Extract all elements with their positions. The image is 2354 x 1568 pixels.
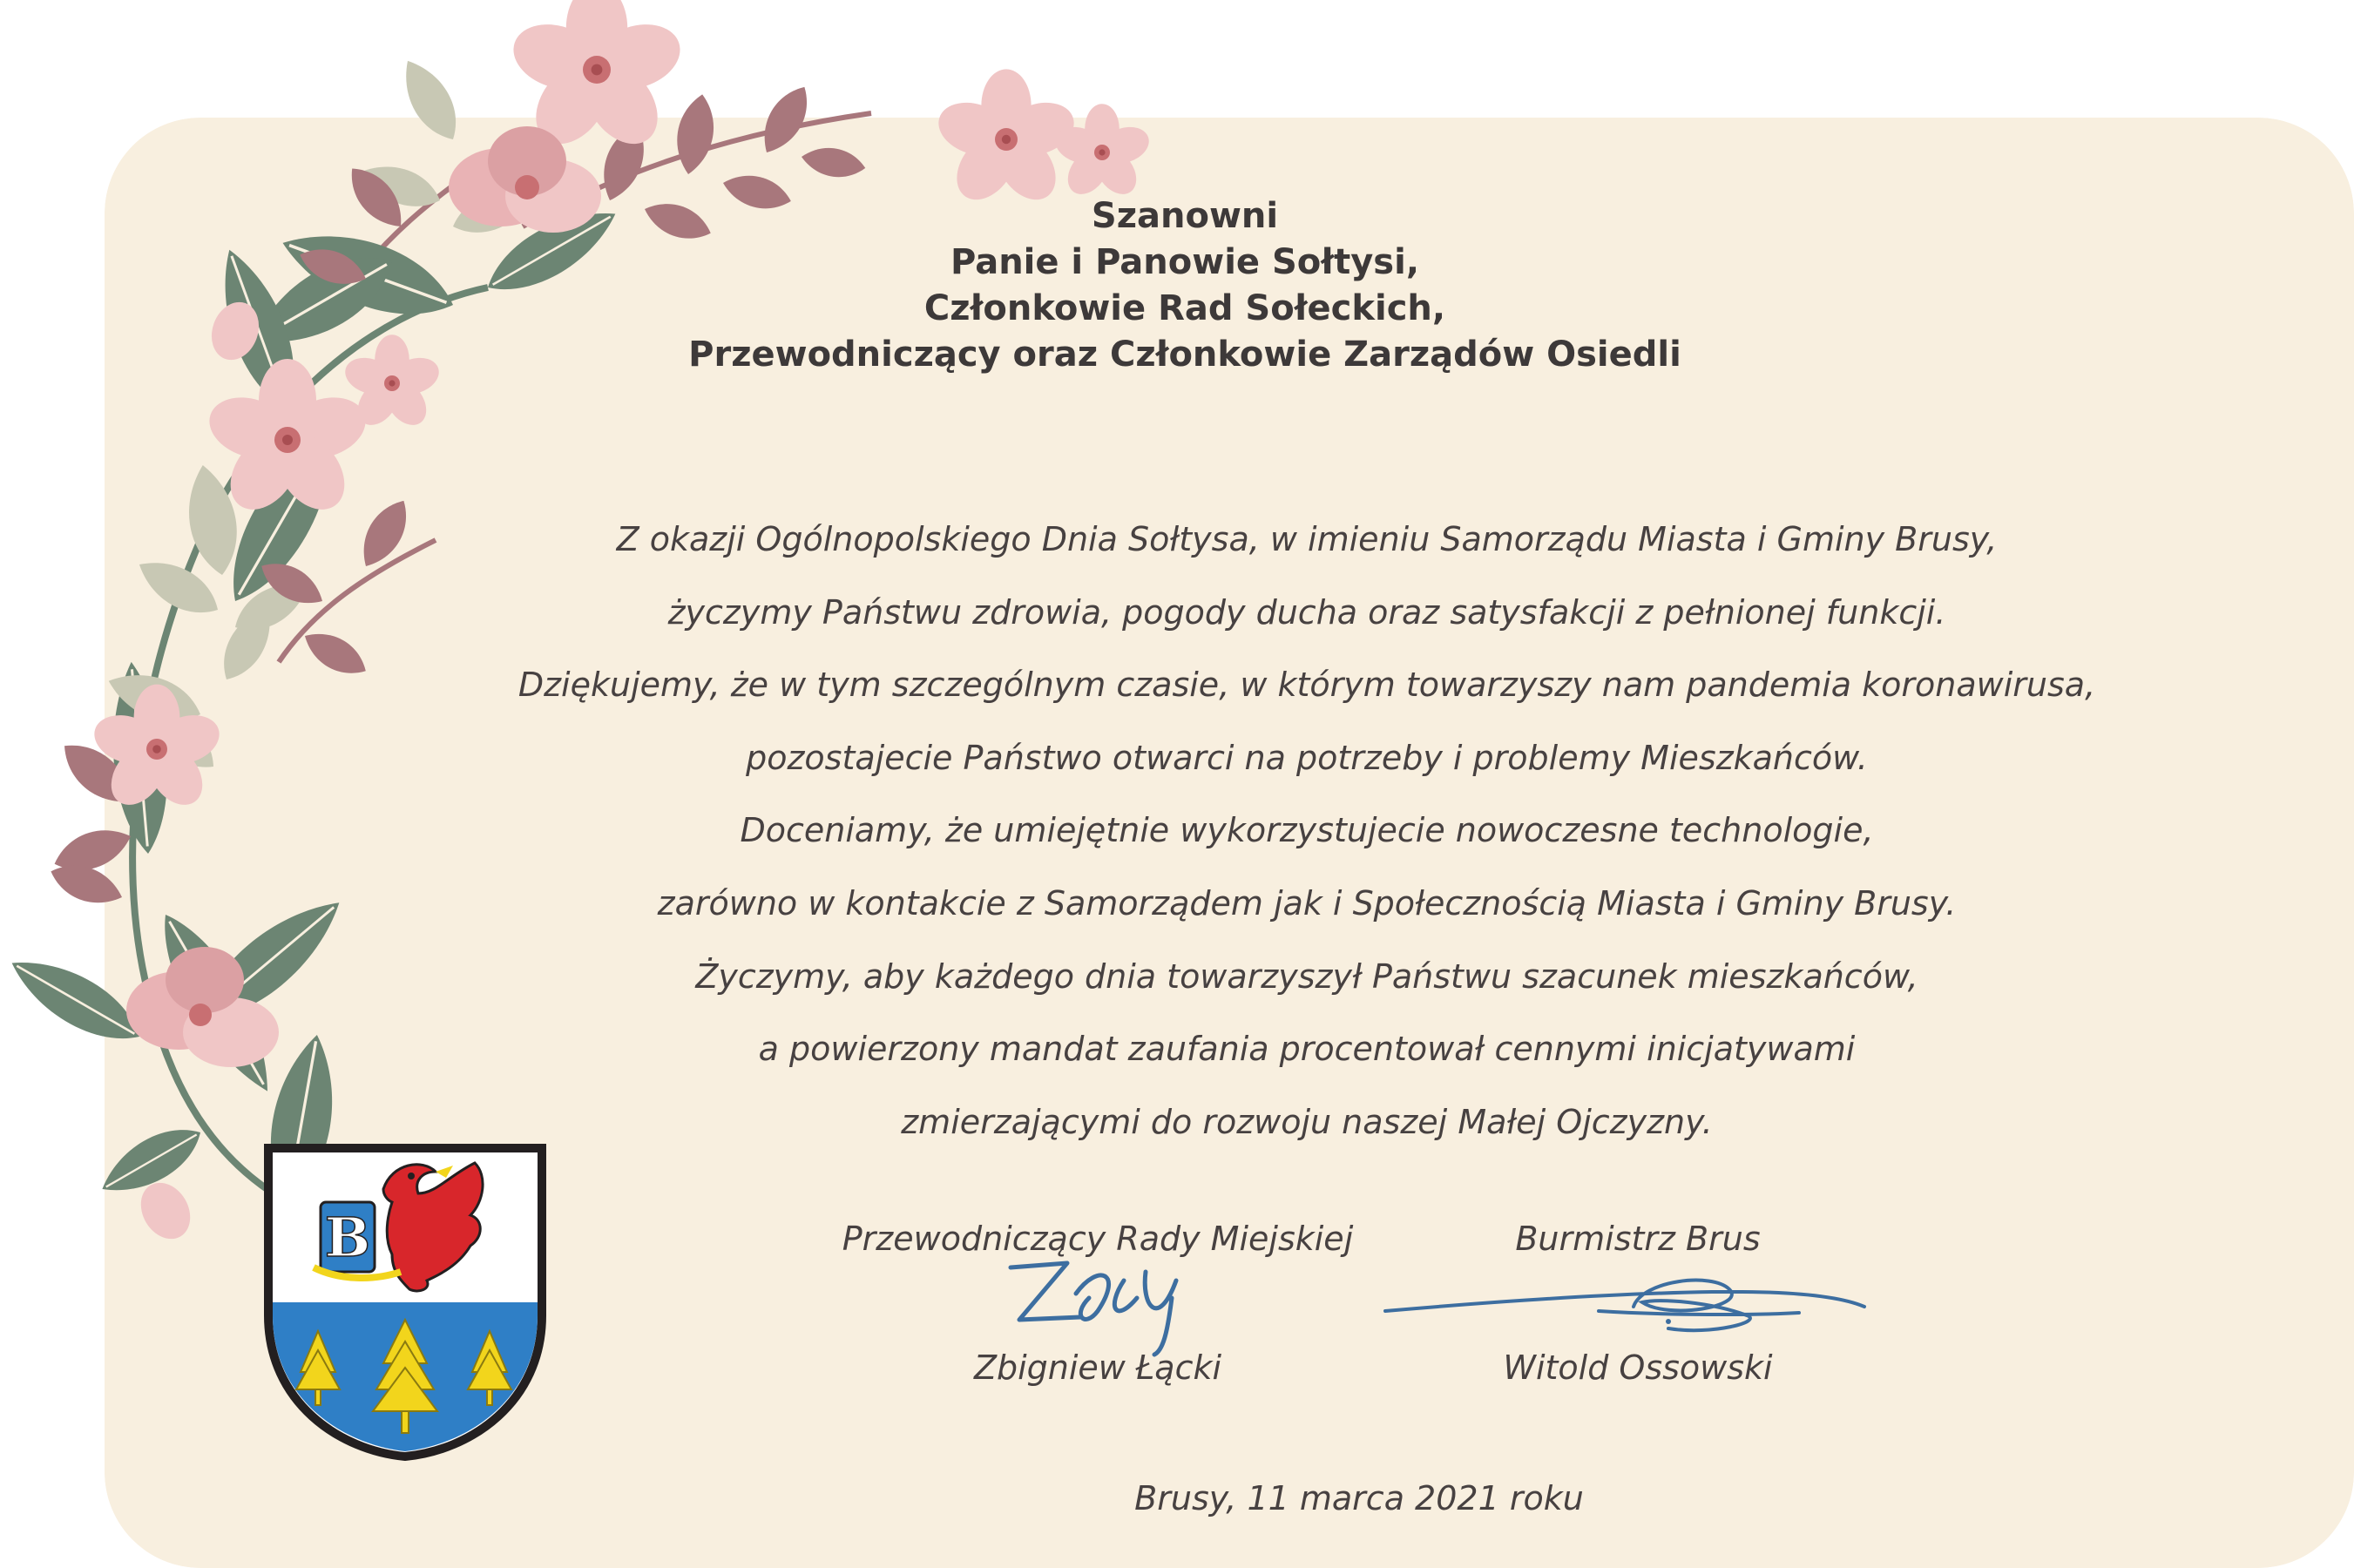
message-line: a powierzony mandat zaufania procentował cennymi inicjatywami [758, 1030, 1856, 1069]
footer-date: Brusy, 11 marca 2021 roku [1134, 1479, 1584, 1517]
greeting-block [505, 193, 1864, 378]
signature-lacki-icon [993, 1246, 1202, 1359]
greeting-line: Panie i Panowie Sołtysi, [950, 242, 1420, 282]
message-line: Doceniamy, że umiejętnie wykorzystujecie nowoczesne technologie, [740, 811, 1874, 850]
message-line: życzymy Państwu zdrowia, pogody ducha oraz satysfakcji z pełnionej funkcji. [667, 592, 1946, 632]
greeting-line: Przewodniczący oraz Członkowie Zarządów Osiedli [688, 335, 1681, 375]
message-body [348, 504, 2265, 1159]
svg-text:B: B [324, 1206, 371, 1269]
message-line: pozostajecie Państwo otwarci na potrzeby i problemy Mieszkańców. [746, 738, 1868, 777]
greeting-line: Członkowie Rad Sołeckich, [923, 288, 1446, 328]
message-line: zmierzającymi do rozwoju naszej Małej Ojczyzny. [901, 1102, 1713, 1141]
message-line: Z okazji Ogólnopolskiego Dnia Sołtysa, w imieniu Samorządu Miasta i Gminy Brusy, [616, 520, 1998, 558]
right-signatory-name: Witold Ossowski [1503, 1348, 1773, 1387]
signature-ossowski-icon [1381, 1267, 1869, 1346]
message-line: Życzymy, aby każdego dnia towarzyszył Państwu szacunek mieszkańców, [695, 956, 1918, 996]
greeting-line: Szanowni [1091, 196, 1279, 236]
message-line: zarówno w kontakcie z Samorządem jak i Społecznością Miasta i Gminy Brusy. [657, 883, 1957, 923]
left-signatory-title: Przewodniczący Rady Miejskiej [842, 1220, 1354, 1258]
left-signatory-name: Zbigniew Łącki [973, 1348, 1222, 1387]
coat-of-arms-icon [261, 1141, 549, 1463]
right-signatory-title: Burmistrz Brus [1515, 1220, 1761, 1258]
message-line: Dziękujemy, że w tym szczególnym czasie, w którym towarzyszy nam pandemia koronawirusa, [517, 666, 2096, 705]
